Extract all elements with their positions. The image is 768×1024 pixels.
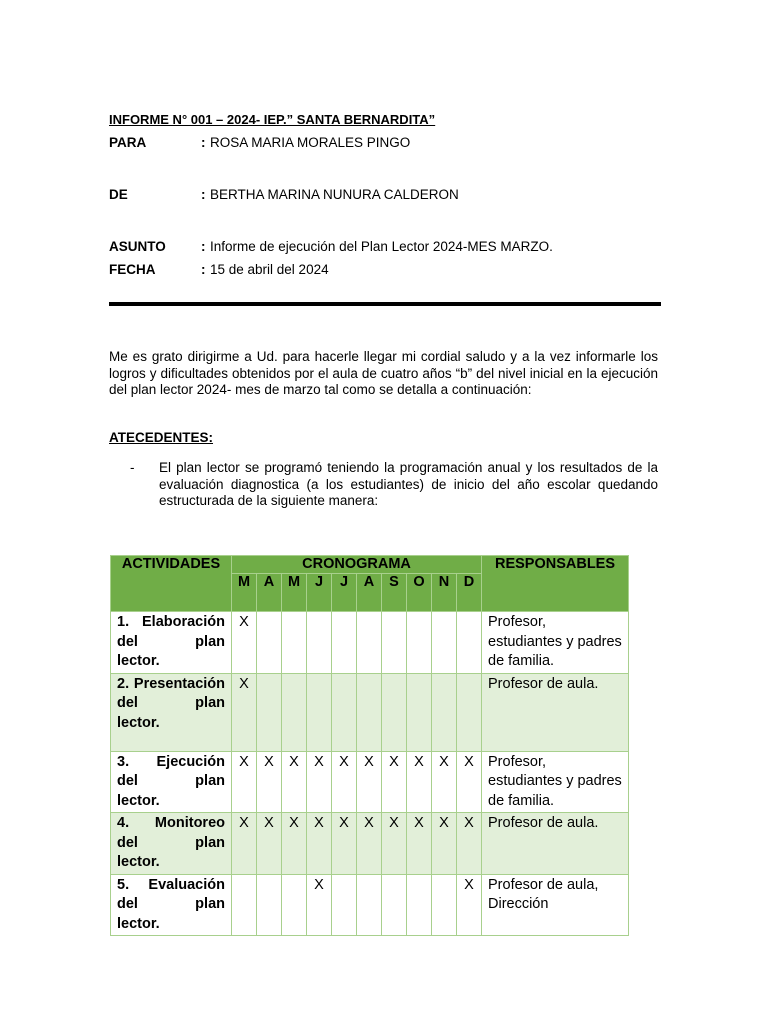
fecha-value: 15 de abril del 2024 (210, 262, 329, 277)
schedule-mark (282, 874, 307, 936)
schedule-mark (382, 612, 407, 674)
report-title: INFORME N° 001 – 2024- IEP.” SANTA BERNARDITA” (109, 112, 436, 127)
schedule-mark (332, 874, 357, 936)
month-header: J (307, 574, 332, 612)
schedule-mark: X (357, 813, 382, 875)
month-header: A (257, 574, 282, 612)
month-header: N (432, 574, 457, 612)
schedule-mark: X (432, 813, 457, 875)
schedule-mark: X (232, 612, 257, 674)
para-colon: : (201, 135, 206, 150)
table-row (111, 751, 629, 813)
responsible-cell: Profesor de aula. (482, 673, 629, 751)
schedule-mark (407, 874, 432, 936)
activity-cell: 3. Ejecución del plan lector. (111, 751, 232, 813)
schedule-mark: X (232, 673, 257, 751)
activity-cell: 4. Monitoreo del plan lector. (111, 813, 232, 875)
schedule-mark: X (307, 751, 332, 813)
schedule-mark (257, 874, 282, 936)
schedule-mark: X (357, 751, 382, 813)
schedule-mark: X (432, 751, 457, 813)
table-row (111, 612, 629, 674)
para-value: ROSA MARIA MORALES PINGO (210, 135, 411, 150)
schedule-mark (282, 612, 307, 674)
month-header: S (382, 574, 407, 612)
schedule-mark (432, 874, 457, 936)
header-actividades: ACTIVIDADES (111, 556, 232, 612)
activity-cell: 5. Evaluación del plan lector. (111, 874, 232, 936)
header-responsables: RESPONSABLES (482, 556, 629, 612)
schedule-mark (457, 673, 482, 751)
responsible-cell: Profesor de aula. (482, 813, 629, 875)
schedule-mark (407, 673, 432, 751)
schedule-mark: X (232, 751, 257, 813)
section-heading: ATECEDENTES: (109, 430, 214, 445)
activity-cell: 1. Elaboración del plan lector. (111, 612, 232, 674)
schedule-mark: X (457, 813, 482, 875)
schedule-mark (432, 673, 457, 751)
schedule-mark (257, 612, 282, 674)
schedule-mark (332, 673, 357, 751)
responsible-cell: Profesor, estudiantes y padres de familia. (482, 612, 629, 674)
bullet-dash: - (130, 460, 135, 475)
schedule-mark (357, 673, 382, 751)
de-colon: : (201, 187, 206, 202)
schedule-mark: X (382, 751, 407, 813)
schedule-mark (357, 612, 382, 674)
month-header: D (457, 574, 482, 612)
de-value: BERTHA MARINA NUNURA CALDERON (210, 187, 459, 202)
schedule-mark: X (307, 813, 332, 875)
month-header: M (232, 574, 257, 612)
table-row (111, 673, 629, 751)
table-row (111, 874, 629, 936)
asunto-label: ASUNTO (109, 239, 166, 254)
schedule-mark: X (407, 813, 432, 875)
month-header: M (282, 574, 307, 612)
schedule-mark: X (307, 874, 332, 936)
fecha-label: FECHA (109, 262, 156, 277)
intro-paragraph: Me es grato dirigirme a Ud. para hacerle llegar mi cordial saludo y a la vez informarle los logros y dificultades obtenidos por el aula de cuatro años “b” del nivel inicial en la ejecución del plan lector 2024- mes de marzo tal como se detalla a continuación: (109, 349, 658, 397)
month-header: A (357, 574, 382, 612)
schedule-mark (457, 612, 482, 674)
schedule-mark (357, 874, 382, 936)
schedule-mark (332, 612, 357, 674)
month-header: O (407, 574, 432, 612)
de-label: DE (109, 187, 128, 202)
asunto-value: Informe de ejecución del Plan Lector 2024-MES MARZO. (210, 239, 553, 254)
schedule-mark (382, 673, 407, 751)
schedule-mark: X (232, 813, 257, 875)
schedule-mark: X (257, 751, 282, 813)
schedule-mark (407, 612, 432, 674)
schedule-mark: X (282, 751, 307, 813)
responsible-cell: Profesor, estudiantes y padres de familia. (482, 751, 629, 813)
header-cronograma: CRONOGRAMA (232, 556, 482, 574)
para-label: PARA (109, 135, 147, 150)
schedule-mark: X (382, 813, 407, 875)
schedule-mark (432, 612, 457, 674)
schedule-mark (282, 673, 307, 751)
header-divider (109, 302, 661, 306)
schedule-table (110, 555, 629, 936)
schedule-mark: X (407, 751, 432, 813)
schedule-mark (382, 874, 407, 936)
month-header: J (332, 574, 357, 612)
schedule-mark: X (257, 813, 282, 875)
schedule-mark (232, 874, 257, 936)
schedule-mark: X (282, 813, 307, 875)
fecha-colon: : (201, 262, 206, 277)
schedule-mark: X (457, 874, 482, 936)
schedule-mark (257, 673, 282, 751)
table-row (111, 813, 629, 875)
asunto-colon: : (201, 239, 206, 254)
schedule-mark: X (332, 751, 357, 813)
schedule-mark: X (332, 813, 357, 875)
bullet-paragraph: El plan lector se programó teniendo la programación anual y los resultados de la evaluación diagnostica (a los estudiantes) de inicio del año escolar quedando estructurada de la siguiente manera: (159, 460, 658, 508)
schedule-mark: X (457, 751, 482, 813)
responsible-cell: Profesor de aula, Dirección (482, 874, 629, 936)
schedule-mark (307, 673, 332, 751)
schedule-mark (307, 612, 332, 674)
activity-cell: 2. Presentación del plan lector. (111, 673, 232, 751)
